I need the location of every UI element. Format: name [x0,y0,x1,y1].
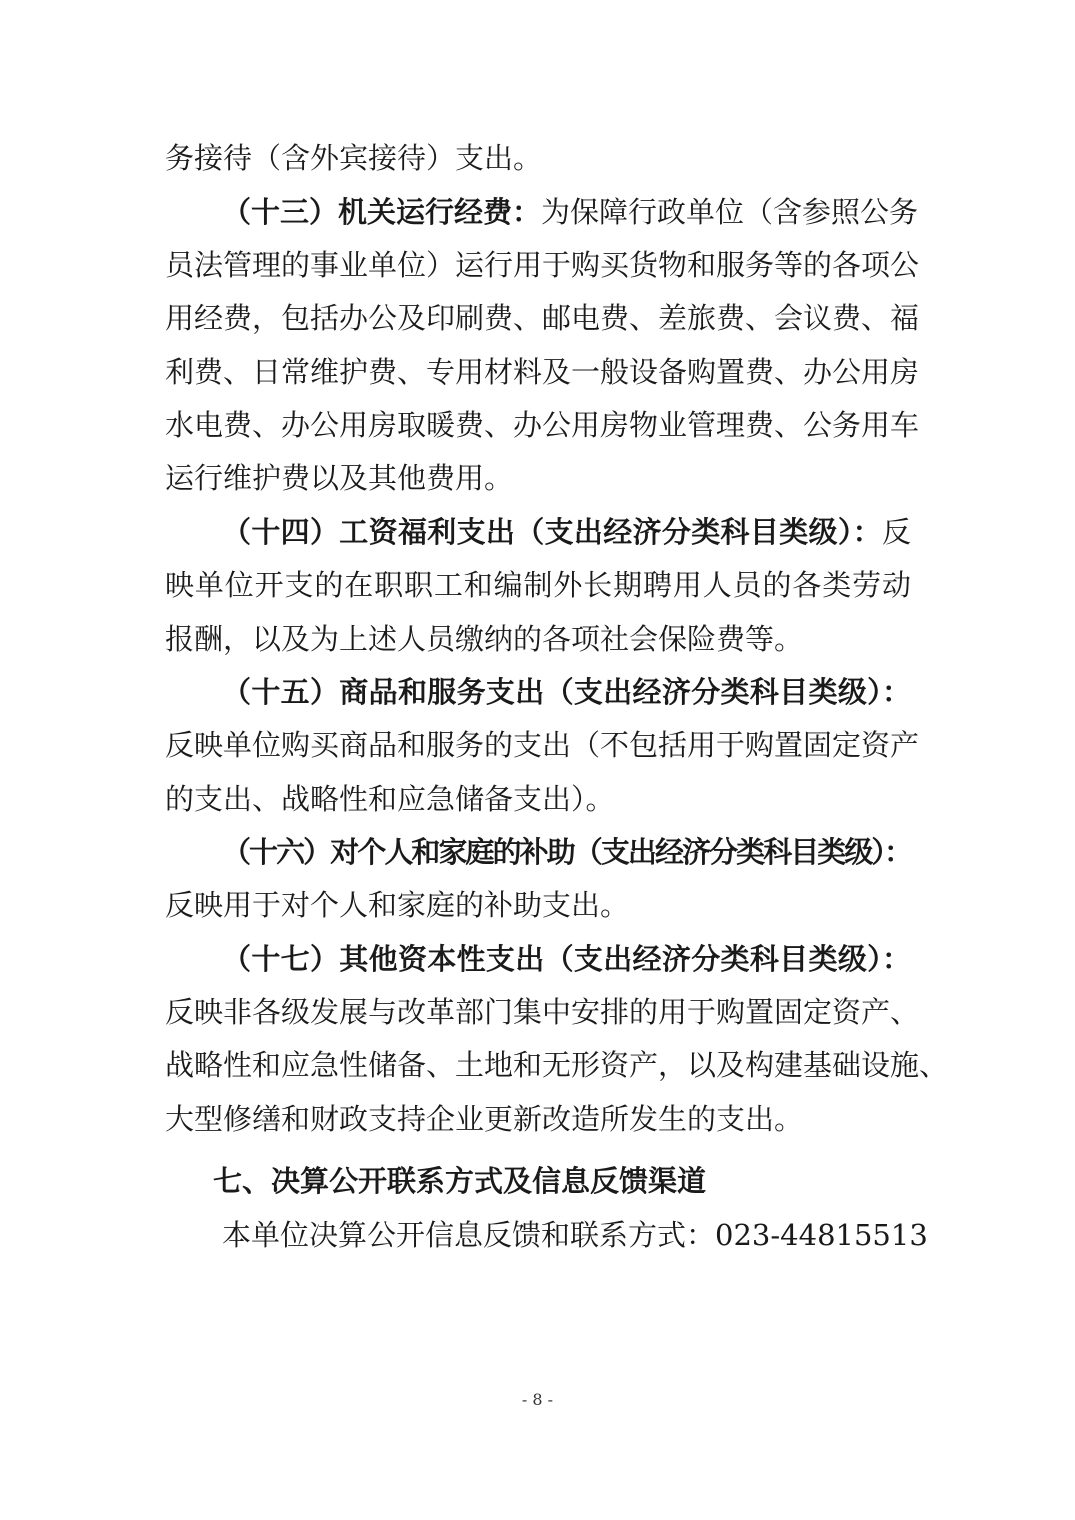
item-13-line: 水电费、办公用房取暖费、办公用房物业管理费、公务用车 [165,408,920,442]
item-15-line: 反映单位购买商品和服务的支出（不包括用于购置固定资产 [165,728,920,762]
contact-line [222,1215,928,1255]
item-16-first-line [222,832,911,872]
item-17-line: 反映非各级发展与改革部门集中安排的用于购置固定资产、 [165,995,920,1029]
section-heading: 七、决算公开联系方式及信息反馈渠道 [213,1164,707,1198]
contact-label: 本单位决算公开信息反馈和联系方式： [222,1218,716,1252]
item-15-first-line [222,672,911,712]
contact-phone: 023-44815513 [715,1218,928,1252]
item-13-line: 运行维护费以及其他费用。 [165,461,514,495]
item-17-line: 大型修缮和财政支持企业更新改造所发生的支出。 [165,1102,804,1136]
item-13-line: 利费、日常维护费、专用材料及一般设备购置费、办公用房 [165,355,920,389]
item-15-term: （十五）商品和服务支出（支出经济分类科目类级）： [222,675,911,709]
item-13-line: 员法管理的事业单位）运行用于购买货物和服务等的各项公 [165,248,920,282]
item-16-line: 反映用于对个人和家庭的补助支出。 [165,888,630,922]
item-13-first-line: （十三）机关运行经费：为保障行政单位（含参照公务 [222,195,919,229]
page-number: - 8 - [521,1390,554,1409]
item-13-line: 用经费，包括办公及印刷费、邮电费、差旅费、会议费、福 [165,301,920,335]
item-14-term: （十四）工资福利支出（支出经济分类科目类级）： [222,515,882,549]
item-14-first-line: （十四）工资福利支出（支出经济分类科目类级）：反 [222,515,911,549]
item-14-line: 映单位开支的在职职工和编制外长期聘用人员的各类劳动 [165,568,911,602]
item-16-term: （十六）对个人和家庭的补助（支出经济分类科目类级）： [222,835,911,869]
item-14-line: 报酬，以及为上述人员缴纳的各项社会保险费等。 [165,622,804,656]
item-17-line: 战略性和应急性储备、土地和无形资产，以及构建基础设施、 [165,1048,949,1082]
intro-continuation: 务接待（含外宾接待）支出。 [165,141,543,175]
item-17-term: （十七）其他资本性支出（支出经济分类科目类级）： [222,942,911,976]
item-13-term: （十三）机关运行经费： [222,195,542,229]
item-17-first-line [222,939,911,979]
item-15-line: 的支出、战略性和应急储备支出）。 [165,782,615,816]
